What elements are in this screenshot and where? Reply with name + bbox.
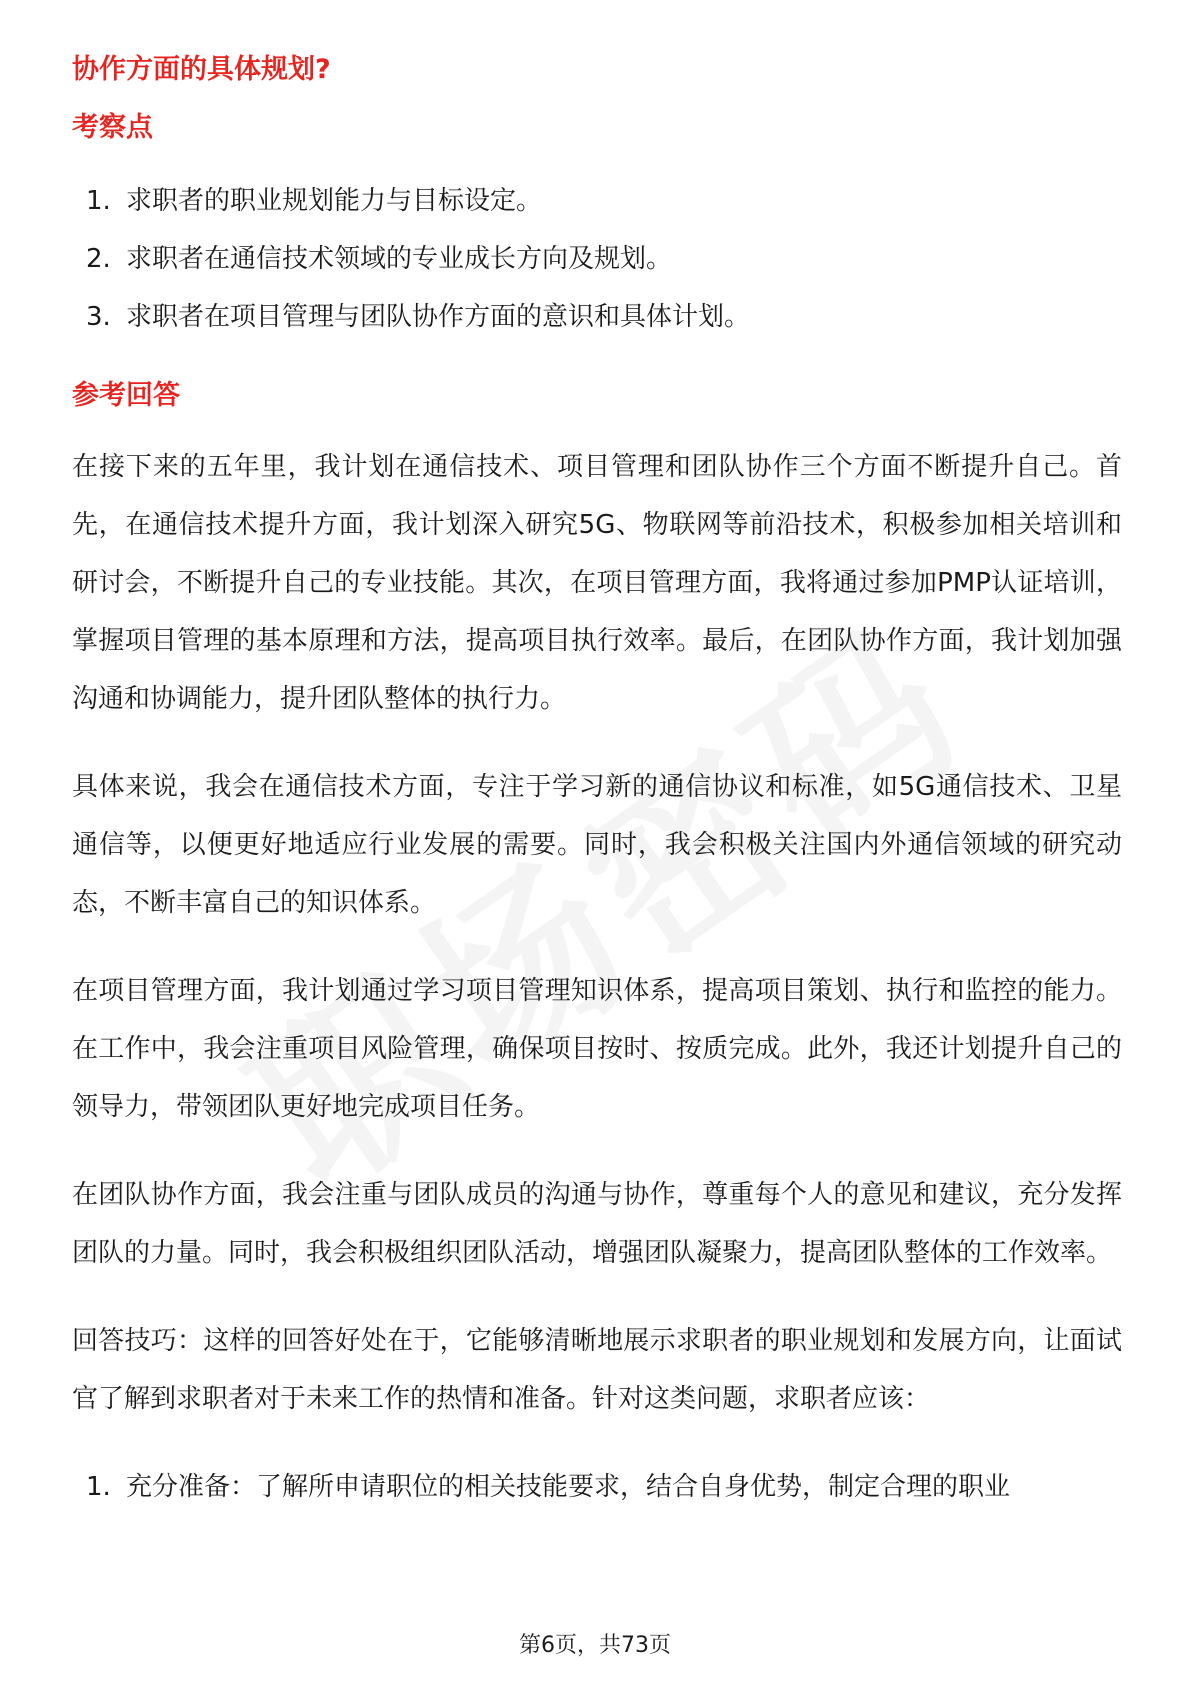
answer-paragraph: 在团队协作方面，我会注重与团队成员的沟通与协作，尊重每个人的意见和建议，充分发挥团队的力量。同时，我会积极组织团队活动，增强团队凝聚力，提高团队整体的工作效率。 [72,1180,1122,1268]
points-heading: 考察点 [72,112,153,143]
list-item [72,1458,1122,1516]
list-item [72,230,1122,288]
points-list [72,172,1122,346]
answer-paragraph: 在接下来的五年里，我计划在通信技术、项目管理和团队协作三个方面不断提升自己。首先，在通信技术提升方面，我计划深入研究5G、物联网等前沿技术，积极参加相关培训和研讨会，不断提升自己的专业技能。其次，在项目管理方面，我将通过参加PMP认证培训，掌握项目管理的基本原理和方法，提高项目执行效率。最后，在团队协作方面，我计划加强沟通和协调能力，提升团队整体的执行力。 [72,452,1122,714]
list-item [72,288,1122,346]
list-item [72,172,1122,230]
question-title: 协作方面的具体规划? [72,54,331,85]
list-item-text: 求职者在项目管理与团队协作方面的意识和具体计划。 [126,302,751,332]
answer-paragraph: 具体来说，我会在通信技术方面，专注于学习新的通信协议和标准，如5G通信技术、卫星通信等，以便更好地适应行业发展的需要。同时，我会积极关注国内外通信领域的研究动态，不断丰富自己的知识体系。 [72,772,1122,918]
list-item-text: 求职者在通信技术领域的专业成长方向及规划。 [126,244,673,274]
tips-paragraph: 回答技巧：这样的回答好处在于，它能够清晰地展示求职者的职业规划和发展方向，让面试官了解到求职者对于未来工作的热情和准备。针对这类问题，求职者应该： [72,1326,1122,1414]
list-number: 1. [86,1472,111,1502]
list-number: 3. [86,302,111,332]
list-item-text: 充分准备：了解所申请职位的相关技能要求，结合自身优势，制定合理的职业 [126,1472,1011,1502]
answer-heading: 参考回答 [72,380,180,411]
list-number: 1. [86,186,111,216]
answer-paragraph: 在项目管理方面，我计划通过学习项目管理知识体系，提高项目策划、执行和监控的能力。在工作中，我会注重项目风险管理，确保项目按时、按质完成。此外，我还计划提升自己的领导力，带领团队更好地完成项目任务。 [72,976,1122,1122]
document-content [72,50,1122,1516]
list-number: 2. [86,244,111,274]
list-item-text: 求职者的职业规划能力与目标设定。 [126,186,543,216]
tips-list [72,1458,1122,1516]
page-number: 第6页，共73页 [519,1633,671,1658]
